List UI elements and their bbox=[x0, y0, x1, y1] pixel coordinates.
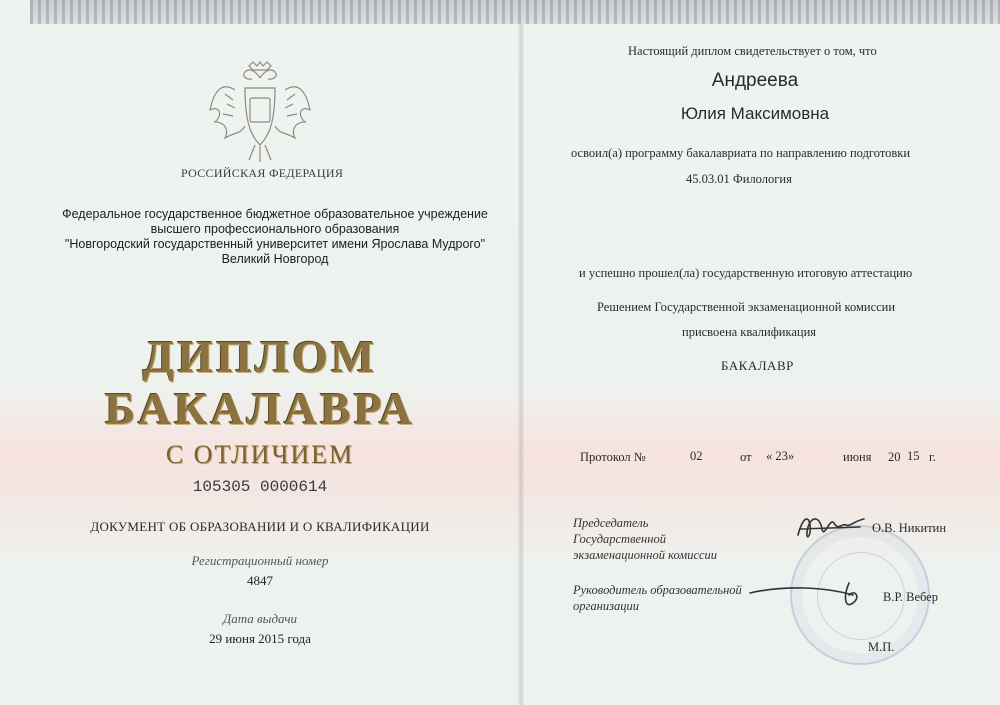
qualification-assigned: присвоена квалификация bbox=[682, 325, 817, 339]
qualification: БАКАЛАВР bbox=[721, 358, 794, 373]
commission-decision: Решением Государственной экзаменационной комиссии bbox=[597, 300, 896, 314]
page-fold bbox=[518, 24, 524, 705]
issue-date: 29 июня 2015 года bbox=[209, 631, 311, 646]
protocol-from-label: от bbox=[740, 450, 752, 464]
chair-role-line-1: Председатель bbox=[573, 516, 649, 530]
intro-text: Настоящий диплом свидетельствует о том, что bbox=[628, 44, 877, 58]
chair-signature bbox=[790, 505, 870, 550]
registration-number-label: Регистрационный номер bbox=[191, 553, 329, 568]
institution-line-2: высшего профессионального образования bbox=[150, 222, 400, 236]
head-signature bbox=[745, 575, 875, 615]
protocol-month: июня bbox=[843, 450, 872, 464]
head-name: В.Р. Вебер bbox=[883, 590, 938, 604]
protocol-label: Протокол № bbox=[580, 450, 646, 464]
issue-date-label: Дата выдачи bbox=[222, 611, 298, 626]
chair-name: О.В. Никитин bbox=[872, 521, 947, 535]
head-role-line-1: Руководитель образовательной bbox=[573, 583, 742, 597]
institution-line-1: Федеральное государственное бюджетное образовательное учреждение bbox=[62, 207, 488, 221]
protocol-year-abbr: г. bbox=[929, 450, 936, 464]
honors-label: С ОТЛИЧИЕМ bbox=[165, 440, 355, 469]
guilloche-border bbox=[30, 0, 1000, 24]
protocol-year-suffix: 15 bbox=[907, 449, 920, 463]
institution-city: Великий Новгород bbox=[221, 252, 329, 266]
graduate-given-names: Юлия Максимовна bbox=[680, 104, 830, 123]
protocol-number: 02 bbox=[690, 449, 703, 463]
registration-number: 4847 bbox=[247, 573, 273, 588]
document-type: ДОКУМЕНТ ОБ ОБРАЗОВАНИИ И О КВАЛИФИКАЦИИ bbox=[90, 519, 430, 534]
country-name: РОССИЙСКАЯ ФЕДЕРАЦИЯ bbox=[181, 166, 344, 180]
protocol-day: « 23» bbox=[766, 449, 795, 463]
coat-of-arms-icon bbox=[205, 60, 315, 165]
diploma-title-line-1: ДИПЛОМ bbox=[142, 331, 378, 382]
head-role-line-2: организации bbox=[573, 599, 639, 613]
diploma-serial-number: 105305 0000614 bbox=[192, 478, 328, 496]
chair-role-line-2: Государственной bbox=[573, 532, 666, 546]
stamp-place-label: М.П. bbox=[868, 640, 895, 654]
program-intro: освоил(а) программу бакалавриата по направлению подготовки bbox=[571, 146, 911, 160]
chair-role-line-3: экзаменационной комиссии bbox=[573, 548, 718, 562]
graduate-surname: Андреева bbox=[711, 70, 799, 91]
protocol-year-prefix: 20 bbox=[888, 450, 901, 464]
institution-line-3: "Новгородский государственный университет имени Ярослава Мудрого" bbox=[64, 237, 486, 251]
diploma-title-line-2: БАКАЛАВРА bbox=[104, 383, 416, 434]
program-name: 45.03.01 Филология bbox=[686, 172, 792, 186]
attestation-text: и успешно прошел(ла) государственную итоговую аттестацию bbox=[579, 266, 913, 280]
